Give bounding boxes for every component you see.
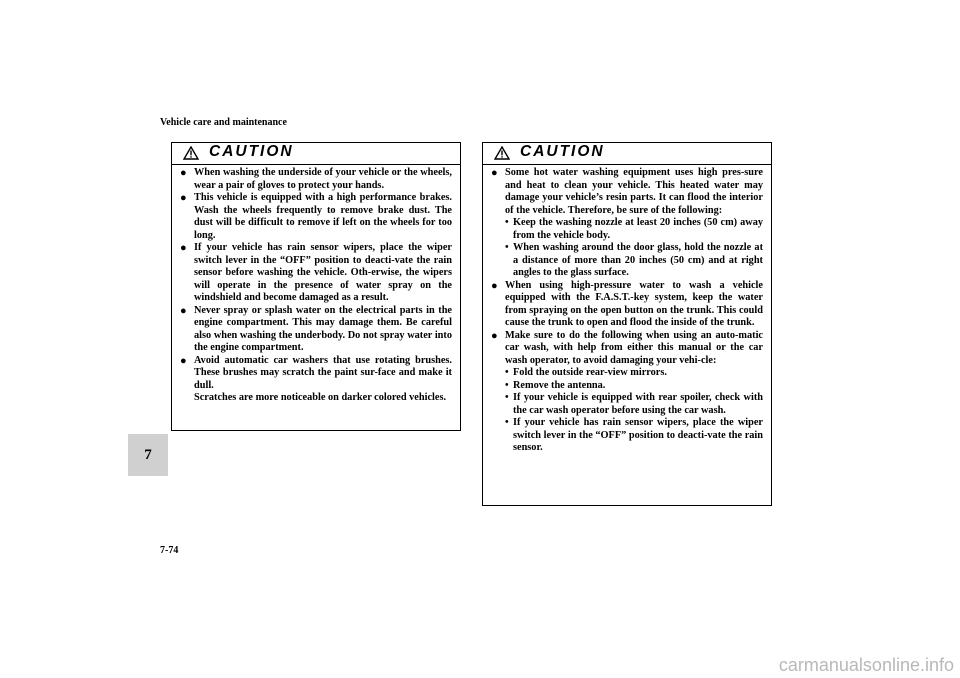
caution-subitem-text: If your vehicle is equipped with rear spoiler, check with the car wash operator before using the car wash.	[513, 392, 763, 416]
caution-subitem-text: Fold the outside rear-view mirrors.	[513, 367, 667, 378]
bullet-icon: ●	[491, 279, 498, 292]
caution-header	[172, 143, 460, 165]
sub-bullet-icon: •	[505, 392, 509, 403]
caution-item	[180, 242, 452, 305]
caution-header	[483, 143, 771, 165]
caution-item	[491, 330, 763, 455]
caution-box-right	[482, 142, 772, 506]
bullet-icon: ●	[180, 354, 187, 367]
bullet-icon: ●	[180, 304, 187, 317]
caution-list	[483, 165, 771, 455]
bullet-icon: ●	[491, 329, 498, 342]
bullet-icon: ●	[491, 167, 498, 179]
caution-subitem-text: When washing around the door glass, hold the nozzle at a distance of more than 20 inches (50 cm) and at right angles to the glass surface.	[513, 242, 763, 278]
sub-bullet-icon: •	[505, 417, 509, 428]
sub-bullet-icon: •	[505, 242, 509, 253]
caution-subitem-text: If your vehicle has rain sensor wipers, place the wiper switch lever in the “OFF” position to deacti-vate the rain sensor.	[513, 417, 763, 453]
warning-triangle-icon	[494, 146, 510, 160]
caution-item-body	[505, 167, 763, 280]
warning-triangle-icon	[183, 146, 199, 160]
bullet-icon: ●	[180, 192, 187, 204]
caution-subitem	[505, 367, 763, 380]
caution-subitem	[505, 392, 763, 417]
section-header: Vehicle care and maintenance	[160, 117, 287, 128]
bullet-icon: ●	[180, 167, 187, 179]
caution-item	[180, 167, 452, 192]
caution-item	[180, 355, 452, 405]
caution-item	[491, 167, 763, 280]
caution-item-text: Avoid automatic car washers that use rotating brushes. These brushes may scratch the paint sur-face and make it dull.	[194, 354, 452, 391]
caution-subitem	[505, 242, 763, 280]
caution-item-text: Some hot water washing equipment uses high pres-sure and heat to clean your vehicle. This heated water may damage your vehicle’s resin parts. It can flood the interior of the vehicle. Therefore, be sure of the following:	[505, 167, 763, 216]
caution-subitem	[505, 380, 763, 393]
caution-item-text: This vehicle is equipped with a high performance brakes. Wash the wheels frequently to remove brake dust. The dust will be difficult to remove if left on the wheels for too long.	[194, 192, 452, 241]
caution-item	[180, 192, 452, 242]
caution-subitem-text: Keep the washing nozzle at least 20 inches (50 cm) away from the vehicle body.	[513, 217, 763, 241]
caution-item-body	[505, 330, 763, 455]
caution-subitem	[505, 417, 763, 455]
caution-box-left	[171, 142, 461, 431]
caution-item-body	[194, 355, 452, 405]
caution-title: CAUTION	[209, 143, 294, 160]
sub-bullet-icon: •	[505, 379, 509, 391]
caution-item-text: Make sure to do the following when using an auto-matic car wash, with help from either this manual or the car wash operator, to avoid damaging your vehi-cle:	[505, 329, 763, 366]
caution-item-text: When using high-pressure water to wash a vehicle equipped with the F.A.S.T.-key system, keep the water from spraying on the open button on the trunk. This could cause the trunk to open and flood the inside of the trunk.	[505, 279, 763, 328]
sub-bullet-icon: •	[505, 217, 509, 228]
caution-subitem	[505, 217, 763, 242]
caution-item-text: If your vehicle has rain sensor wipers, place the wiper switch lever in the “OFF” position to deacti-vate the rain sensor before washing the vehicle. Oth-erwise, the wipers will operate in the presence of water spray on the windshield and become damaged as a result.	[194, 242, 452, 303]
caution-list	[172, 165, 460, 405]
bullet-icon: ●	[180, 242, 187, 254]
chapter-tab: 7	[128, 434, 168, 476]
page-number: 7-74	[160, 545, 179, 556]
caution-item-text: Never spray or splash water on the electrical parts in the engine compartment. This may damage them. Be careful also when washing the underbody. Do not spray water into the engine compartment.	[194, 304, 452, 353]
caution-title: CAUTION	[520, 143, 605, 160]
caution-item-extra: Scratches are more noticeable on darker colored vehicles.	[194, 392, 447, 403]
caution-item	[180, 305, 452, 355]
caution-item-text: When washing the underside of your vehicle or the wheels, wear a pair of gloves to protect your hands.	[194, 167, 452, 191]
caution-item	[491, 280, 763, 330]
caution-subitem-text: Remove the antenna.	[513, 379, 606, 391]
sub-bullet-icon: •	[505, 367, 509, 378]
watermark: carmanualsonline.info	[778, 655, 954, 675]
